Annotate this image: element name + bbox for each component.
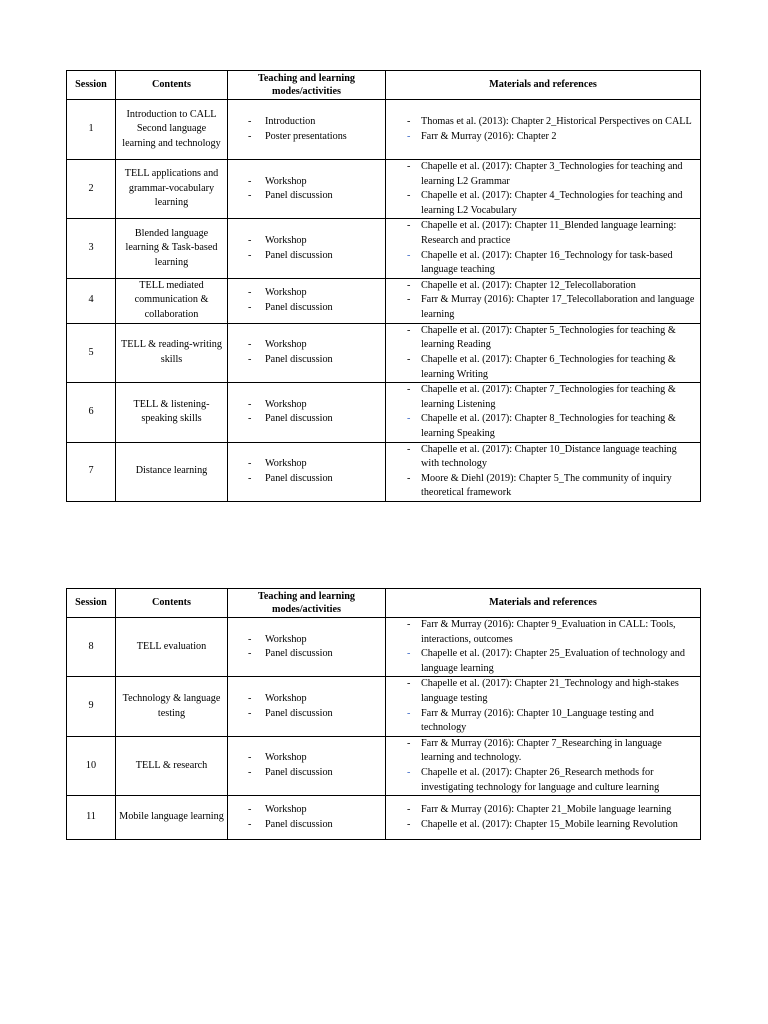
header-session: Session	[67, 589, 116, 618]
session-materials	[386, 796, 701, 840]
mode-item: - Workshop	[231, 234, 382, 249]
session-number: 2	[67, 160, 116, 219]
session-modes	[228, 383, 386, 442]
mode-item: - Panel discussion	[231, 707, 382, 722]
mode-item: - Workshop	[231, 398, 382, 413]
session-number: 9	[67, 677, 116, 736]
mode-item: - Panel discussion	[231, 472, 382, 487]
session-contents: TELL & research	[116, 736, 228, 795]
material-item: - Chapelle et al. (2017): Chapter 11_Blended language learning: Research and practice	[389, 219, 697, 248]
material-item: - Farr & Murray (2016): Chapter 21_Mobile language learning	[389, 803, 697, 818]
session-modes	[228, 100, 386, 160]
session-contents: Introduction to CALL Second language learning and technology	[116, 100, 228, 160]
table-row	[67, 100, 701, 160]
session-number: 3	[67, 219, 116, 278]
session-contents: Mobile language learning	[116, 796, 228, 840]
header-contents: Contents	[116, 589, 228, 618]
material-item: - Chapelle et al. (2017): Chapter 25_Evaluation of technology and language learning	[389, 647, 697, 676]
mode-item: - Panel discussion	[231, 353, 382, 368]
mode-item: - Panel discussion	[231, 818, 382, 833]
session-modes	[228, 736, 386, 795]
session-contents: TELL evaluation	[116, 618, 228, 677]
material-item: - Chapelle et al. (2017): Chapter 12_Telecollaboration	[389, 279, 697, 294]
session-modes	[228, 323, 386, 382]
mode-item: - Workshop	[231, 286, 382, 301]
material-item: - Thomas et al. (2013): Chapter 2_Historical Perspectives on CALL	[389, 115, 697, 130]
mode-item: - Workshop	[231, 751, 382, 766]
header-materials: Materials and references	[386, 71, 701, 100]
mode-item: - Poster presentations	[231, 130, 382, 145]
header-modes: Teaching and learning modes/activities	[228, 589, 386, 618]
material-item: - Chapelle et al. (2017): Chapter 16_Technology for task-based language teaching	[389, 249, 697, 278]
session-materials	[386, 383, 701, 442]
table-header-row	[67, 589, 701, 618]
mode-item: - Introduction	[231, 115, 382, 130]
session-number: 8	[67, 618, 116, 677]
mode-item: - Workshop	[231, 338, 382, 353]
material-item: - Chapelle et al. (2017): Chapter 7_Technologies for teaching & learning Listening	[389, 383, 697, 412]
session-materials	[386, 323, 701, 382]
session-materials	[386, 100, 701, 160]
material-item: - Chapelle et al. (2017): Chapter 10_Distance language teaching with technology	[389, 443, 697, 472]
session-table-2	[66, 588, 701, 840]
material-item: - Chapelle et al. (2017): Chapter 3_Technologies for teaching and learning L2 Grammar	[389, 160, 697, 189]
material-item: - Chapelle et al. (2017): Chapter 5_Technologies for teaching & learning Reading	[389, 324, 697, 353]
session-materials	[386, 677, 701, 736]
table-row	[67, 219, 701, 278]
material-item: - Chapelle et al. (2017): Chapter 6_Technologies for teaching & learning Writing	[389, 353, 697, 382]
session-contents: TELL mediated communication & collaboration	[116, 278, 228, 323]
table-row	[67, 160, 701, 219]
mode-item: - Workshop	[231, 633, 382, 648]
header-materials: Materials and references	[386, 589, 701, 618]
session-materials	[386, 219, 701, 278]
session-modes	[228, 442, 386, 501]
mode-item: - Panel discussion	[231, 766, 382, 781]
session-contents: TELL applications and grammar-vocabulary learning	[116, 160, 228, 219]
session-materials	[386, 736, 701, 795]
session-contents: TELL & listening-speaking skills	[116, 383, 228, 442]
material-item: - Farr & Murray (2016): Chapter 2	[389, 130, 697, 145]
session-contents: Technology & language testing	[116, 677, 228, 736]
table-row	[67, 618, 701, 677]
material-item: - Chapelle et al. (2017): Chapter 26_Research methods for investigating technology for language and culture learning	[389, 766, 697, 795]
session-number: 10	[67, 736, 116, 795]
material-item: - Chapelle et al. (2017): Chapter 8_Technologies for teaching & learning Speaking	[389, 412, 697, 441]
table-row	[67, 677, 701, 736]
material-item: - Chapelle et al. (2017): Chapter 4_Technologies for teaching and learning L2 Vocabulary	[389, 189, 697, 218]
session-contents: TELL & reading-writing skills	[116, 323, 228, 382]
session-number: 11	[67, 796, 116, 840]
header-session: Session	[67, 71, 116, 100]
material-item: - Chapelle et al. (2017): Chapter 21_Technology and high-stakes language testing	[389, 677, 697, 706]
session-materials	[386, 160, 701, 219]
table-row	[67, 278, 701, 323]
material-item: - Moore & Diehl (2019): Chapter 5_The community of inquiry theoretical framework	[389, 472, 697, 501]
material-item: - Farr & Murray (2016): Chapter 17_Telecollaboration and language learning	[389, 293, 697, 322]
mode-item: - Workshop	[231, 803, 382, 818]
session-modes	[228, 278, 386, 323]
session-modes	[228, 796, 386, 840]
session-number: 4	[67, 278, 116, 323]
session-number: 6	[67, 383, 116, 442]
table-row	[67, 736, 701, 795]
mode-item: - Workshop	[231, 457, 382, 472]
material-item: - Farr & Murray (2016): Chapter 7_Researching in language learning and technology.	[389, 737, 697, 766]
session-number: 1	[67, 100, 116, 160]
material-item: - Farr & Murray (2016): Chapter 10_Language testing and technology	[389, 707, 697, 736]
session-modes	[228, 219, 386, 278]
mode-item: - Workshop	[231, 175, 382, 190]
table-row	[67, 383, 701, 442]
session-modes	[228, 160, 386, 219]
mode-item: - Workshop	[231, 692, 382, 707]
session-materials	[386, 442, 701, 501]
header-modes: Teaching and learning modes/activities	[228, 71, 386, 100]
session-contents: Distance learning	[116, 442, 228, 501]
session-table-1	[66, 70, 701, 502]
mode-item: - Panel discussion	[231, 189, 382, 204]
table-row	[67, 442, 701, 501]
mode-item: - Panel discussion	[231, 249, 382, 264]
material-item: - Chapelle et al. (2017): Chapter 15_Mobile learning Revolution	[389, 818, 697, 833]
header-contents: Contents	[116, 71, 228, 100]
session-modes	[228, 677, 386, 736]
session-materials	[386, 278, 701, 323]
session-number: 7	[67, 442, 116, 501]
table-row	[67, 323, 701, 382]
session-materials	[386, 618, 701, 677]
session-modes	[228, 618, 386, 677]
material-item: - Farr & Murray (2016): Chapter 9_Evaluation in CALL: Tools, interactions, outcomes	[389, 618, 697, 647]
session-contents: Blended language learning & Task-based learning	[116, 219, 228, 278]
table-header-row	[67, 71, 701, 100]
mode-item: - Panel discussion	[231, 412, 382, 427]
table-row	[67, 796, 701, 840]
session-number: 5	[67, 323, 116, 382]
mode-item: - Panel discussion	[231, 301, 382, 316]
mode-item: - Panel discussion	[231, 647, 382, 662]
